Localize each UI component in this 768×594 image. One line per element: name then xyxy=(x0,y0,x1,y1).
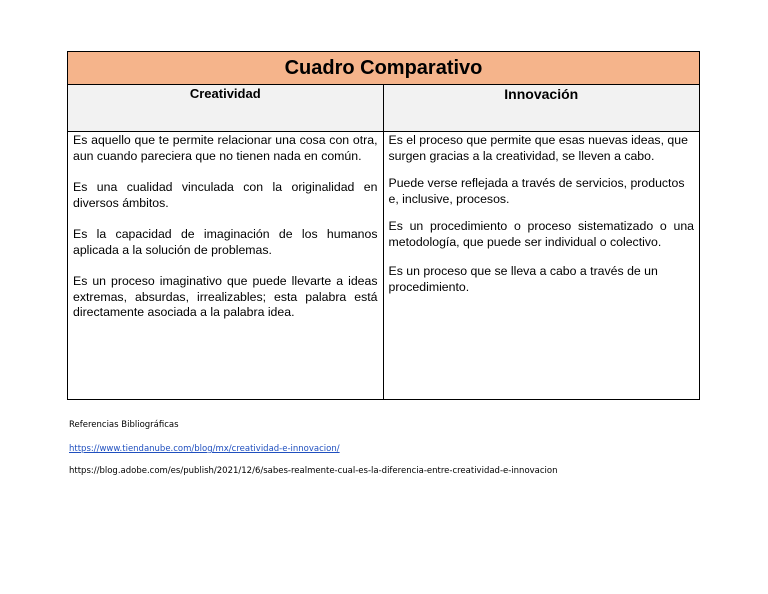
table-title: Cuadro Comparativo xyxy=(284,56,483,79)
reference-link-adobe: https://blog.adobe.com/es/publish/2021/12/6/sabes-realmente-cual-es-la-diferencia-entre-creatividad-e-innovacion xyxy=(69,466,558,476)
innovacion-item: Puede verse reflejada a través de servicios, productos e, inclusive, procesos. xyxy=(388,176,685,206)
innovacion-column xyxy=(384,132,700,400)
reference-link-tiendanube[interactable]: https://www.tiendanube.com/blog/mx/creatividad-e-innovacion/ xyxy=(69,444,340,454)
header-innovacion: Innovación xyxy=(504,86,579,102)
innovacion-item: Es el proceso que permite que esas nuevas ideas, que surgen gracias a la creatividad, se lleven a cabo. xyxy=(388,133,688,163)
references-section xyxy=(69,420,558,476)
header-creatividad: Creatividad xyxy=(68,85,384,131)
creatividad-item: Es la capacidad de imaginación de los humanos aplicada a la solución de problemas. xyxy=(73,227,378,257)
comparison-table xyxy=(67,51,700,400)
creatividad-item: Es un proceso imaginativo que puede llevarte a ideas extremas, absurdas, irrealizables; esta palabra está directamente asociada a la palabra idea. xyxy=(73,274,378,319)
creatividad-column xyxy=(68,132,384,400)
table-body-row xyxy=(68,132,699,400)
creatividad-item: Es una cualidad vinculada con la originalidad en diversos ámbitos. xyxy=(73,180,378,210)
innovacion-item: Es un proceso que se lleva a cabo a través de un procedimiento. xyxy=(388,264,658,294)
table-title-row xyxy=(68,52,699,85)
creatividad-item: Es aquello que te permite relacionar una cosa con otra, aun cuando pareciera que no tienen nada en común. xyxy=(73,133,378,163)
references-title: Referencias Bibliográficas xyxy=(69,420,179,430)
table-header-row xyxy=(68,85,699,132)
innovacion-item: Es un procedimiento o proceso sistematizado o una metodología, que puede ser individual o colectivo. xyxy=(388,219,694,249)
